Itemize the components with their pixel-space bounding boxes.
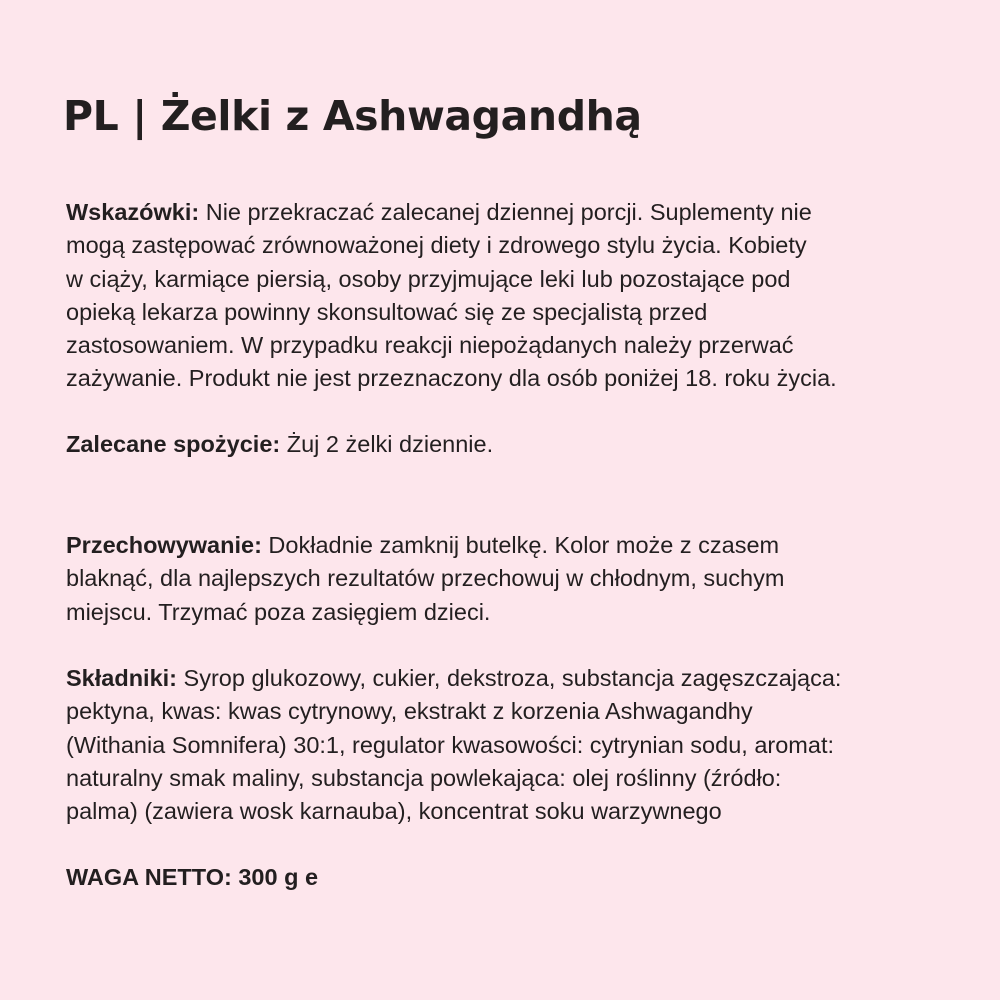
warnings-line: mogą zastępować zrównoważonej diety i zdrowego stylu życia. Kobiety	[66, 232, 807, 259]
warnings-text: Nie przekraczać zalecanej dziennej porcji. Suplementy nie	[199, 199, 812, 225]
ingredients-text: Syrop glukozowy, cukier, dekstroza, substancja zagęszczająca:	[177, 665, 842, 691]
ingredients-line	[66, 662, 966, 695]
warnings-line	[66, 196, 966, 229]
ingredients-line: naturalny smak maliny, substancja powlekająca: olej roślinny (źródło:	[66, 764, 782, 791]
page-title: PL | Żelki z Ashwagandhą	[63, 92, 642, 140]
storage-line: blaknąć, dla najlepszych rezultatów przechowuj w chłodnym, suchym	[66, 565, 785, 592]
ingredients-line: (Withania Somnifera) 30:1, regulator kwasowości: cytrynian sodu, aromat:	[66, 731, 834, 758]
storage-label: Przechowywanie:	[66, 532, 262, 558]
ingredients-line: pektyna, kwas: kwas cytrynowy, ekstrakt z korzenia Ashwagandhy	[66, 698, 753, 725]
ingredients-label: Składniki:	[66, 665, 178, 691]
storage-line: miejscu. Trzymać poza zasięgiem dzieci.	[66, 598, 491, 625]
ingredients-section	[66, 662, 966, 828]
ingredients-line: palma) (zawiera wosk karnauba), koncentrat soku warzywnego	[66, 798, 722, 825]
dosage-line	[66, 428, 966, 461]
warnings-line: zastosowaniem. W przypadku reakcji niepożądanych należy przerwać	[66, 332, 794, 359]
storage-text: Dokładnie zamknij butelkę. Kolor może z czasem	[261, 532, 780, 558]
storage-section	[66, 529, 966, 629]
warnings-label: Wskazówki:	[66, 199, 200, 225]
dosage-text: Żuj 2 żelki dziennie.	[280, 431, 494, 457]
net-weight: WAGA NETTO: 300 g e	[66, 864, 319, 890]
dosage-label: Zalecane spożycie:	[66, 431, 281, 457]
warnings-section	[66, 196, 966, 396]
warnings-line: zażywanie. Produkt nie jest przeznaczony dla osób poniżej 18. roku życia.	[66, 365, 837, 392]
dosage-section	[66, 428, 966, 461]
warnings-line: opieką lekarza powinny skonsultować się ze specjalistą przed	[66, 298, 708, 325]
warnings-line: w ciąży, karmiące piersią, osoby przyjmujące leki lub pozostające pod	[66, 265, 791, 292]
storage-line	[66, 529, 966, 562]
